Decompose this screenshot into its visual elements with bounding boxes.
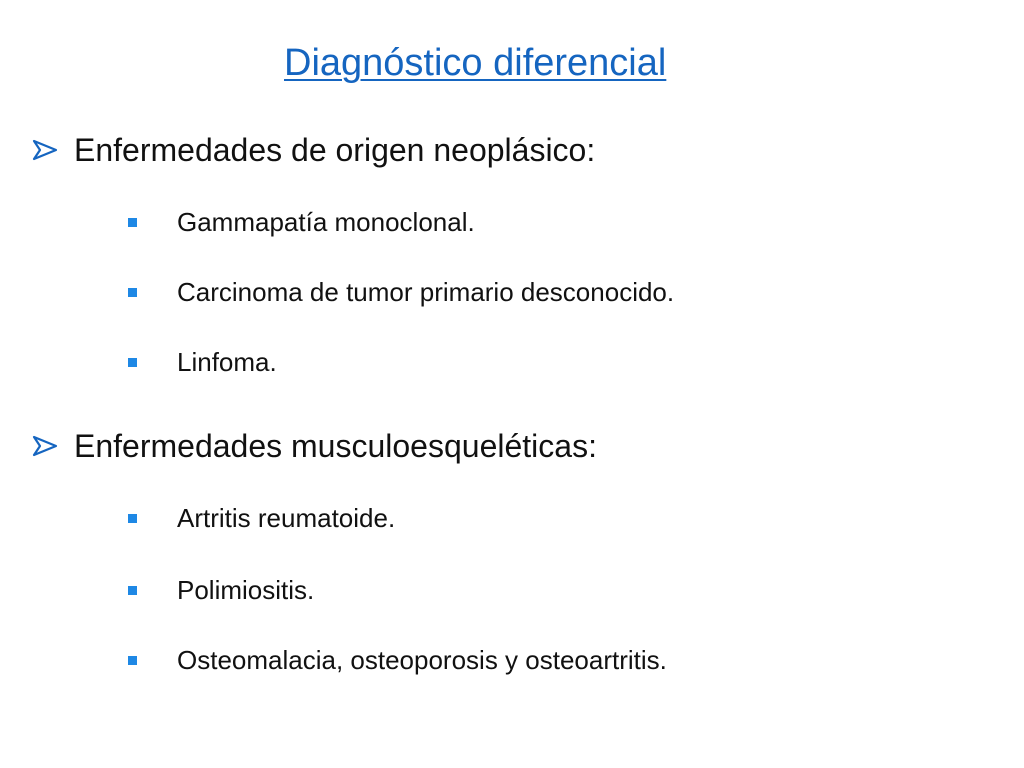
list-item-label: Linfoma. <box>177 347 277 377</box>
section-label: Enfermedades de origen neoplásico: <box>74 132 596 168</box>
list-item-label: Carcinoma de tumor primario desconocido. <box>177 277 675 307</box>
list-item <box>128 500 395 536</box>
square-bullet-icon <box>128 288 137 297</box>
list-item-label: Polimiositis. <box>177 575 315 605</box>
arrow-bullet-icon <box>30 434 62 458</box>
list-item <box>128 642 667 678</box>
slide-title: Diagnóstico diferencial <box>284 42 667 84</box>
list-item <box>128 344 277 380</box>
square-bullet-icon <box>128 586 137 595</box>
list-item-label: Gammapatía monoclonal. <box>177 207 475 237</box>
list-item-label: Artritis reumatoide. <box>177 503 396 533</box>
list-item <box>128 204 475 240</box>
square-bullet-icon <box>128 218 137 227</box>
list-item-label: Osteomalacia, osteoporosis y osteoartritis. <box>177 645 667 675</box>
arrow-bullet-icon <box>30 138 62 162</box>
list-item <box>128 572 314 608</box>
square-bullet-icon <box>128 656 137 665</box>
square-bullet-icon <box>128 514 137 523</box>
section-heading-musculoskeletal <box>30 424 597 468</box>
list-item <box>128 274 674 310</box>
square-bullet-icon <box>128 358 137 367</box>
section-heading-neoplasic <box>30 128 595 172</box>
section-label: Enfermedades musculoesqueléticas: <box>74 428 597 464</box>
